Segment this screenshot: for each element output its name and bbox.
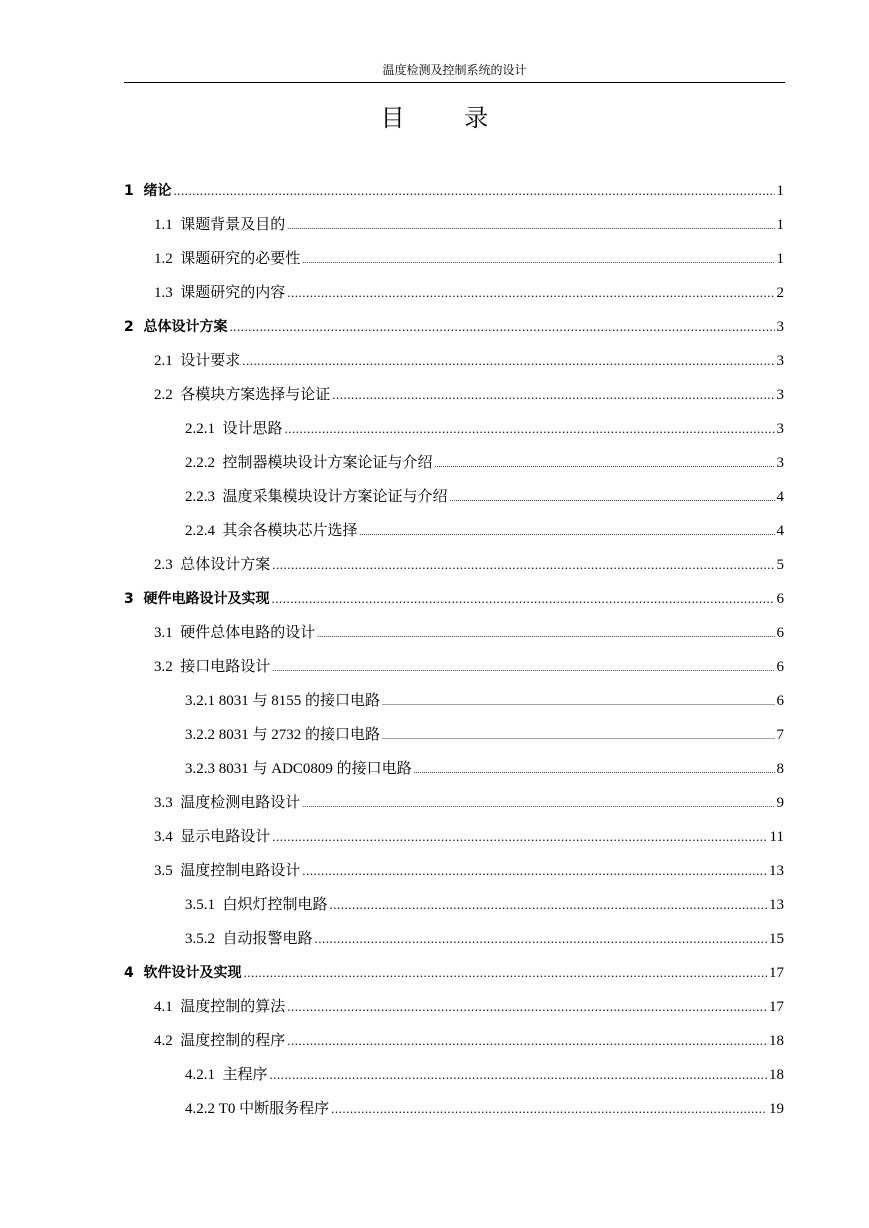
toc-entry-title [185,924,313,954]
toc-page-number: 15 [769,931,784,947]
toc-entry[interactable] [124,346,784,380]
toc-page-number: 3 [776,421,784,437]
toc-entry-number: 3 [124,591,134,607]
toc-entry[interactable] [124,482,784,516]
toc-entry[interactable] [124,1094,784,1128]
toc-entry-number: 2.1 [154,353,173,369]
toc-entry-label: 总体设计方案 [143,319,228,335]
toc-entry-number: 2.2.1 [185,421,215,437]
toc-page-number: 9 [776,795,784,811]
toc-entry-title [185,890,328,920]
toc-entry-number: 1.2 [154,251,173,267]
toc-entry[interactable] [124,516,784,550]
toc-entry-title [154,346,240,376]
toc-page-number: 4 [776,489,784,505]
toc-page-number: 13 [769,897,784,913]
toc-entry-number: 3.5 [154,863,173,879]
toc-entry-label: 8031 与 2732 的接口电路 [218,727,381,743]
dot-leader [435,450,775,480]
dot-leader [450,484,775,514]
toc-entry-label: 课题研究的必要性 [180,251,301,267]
toc-entry[interactable] [124,992,784,1026]
toc-entry-label: 课题研究的内容 [180,285,286,301]
toc-page-number: 19 [769,1101,784,1117]
table-of-contents [124,176,784,1128]
toc-page-number: 17 [769,999,784,1015]
dot-leader [272,584,775,614]
toc-entry[interactable] [124,312,784,346]
toc-entry-title [154,550,270,580]
toc-page-number: 17 [769,965,784,981]
toc-entry-number: 3.5.1 [185,897,215,913]
toc-entry-number: 1.1 [154,217,173,233]
toc-entry-number: 2.2.2 [185,455,215,471]
toc-entry-title [185,754,412,784]
toc-entry-number: 1.3 [154,285,173,301]
toc-entry-label: 总体设计方案 [180,557,271,573]
toc-entry-label: 设计思路 [222,421,283,437]
toc-entry-number: 3.2.1 [185,693,215,709]
toc-entry-label: 白炽灯控制电路 [222,897,328,913]
toc-entry-title [124,584,270,614]
toc-page-number: 6 [776,659,784,675]
toc-entry-title [154,822,270,852]
dot-leader [230,312,775,342]
toc-page-number: 3 [776,353,784,369]
toc-page-number: 1 [776,251,784,267]
toc-entry[interactable] [124,448,784,482]
dot-leader [287,992,767,1022]
toc-entry-title [185,1060,268,1090]
toc-entry[interactable] [124,958,784,992]
toc-entry-number: 3.5.2 [185,931,215,947]
toc-entry-title [185,720,380,750]
toc-entry-label: 接口电路设计 [180,659,271,675]
toc-entry-number: 4 [124,965,134,981]
toc-entry[interactable] [124,380,784,414]
toc-entry[interactable] [124,414,784,448]
running-header [124,60,785,83]
toc-entry-number: 4.1 [154,999,173,1015]
toc-entry-title [185,1094,329,1124]
toc-entry-title [154,652,270,682]
toc-entry[interactable] [124,822,784,856]
toc-page-number: 18 [769,1033,784,1049]
toc-entry-label: 温度检测电路设计 [180,795,301,811]
toc-entry-title [154,788,300,818]
toc-entry-label: 软件设计及实现 [143,965,242,981]
toc-entry-number: 4.2.2 [185,1101,215,1117]
toc-page-number: 2 [776,285,784,301]
page-title: 目 录 [380,104,515,132]
toc-page-number: 6 [776,591,784,607]
toc-entry-title [185,448,433,478]
toc-entry-label: 各模块方案选择与论证 [180,387,331,403]
toc-entry-title [154,278,285,308]
toc-page-number: 5 [776,557,784,573]
toc-entry-label: 设计要求 [180,353,241,369]
dot-leader [302,856,767,886]
toc-page-number: 3 [776,319,784,335]
toc-entry[interactable] [124,686,784,720]
toc-entry-label: T0 中断服务程序 [218,1101,330,1117]
toc-entry-number: 2.2.4 [185,523,215,539]
toc-entry[interactable] [124,278,784,312]
dot-leader [315,924,767,954]
toc-entry[interactable] [124,550,784,584]
toc-page-number: 6 [776,625,784,641]
toc-entry-number: 2.3 [154,557,173,573]
toc-entry-number: 3.2 [154,659,173,675]
toc-entry-title [124,176,172,206]
toc-entry-number: 1 [124,183,134,199]
toc-entry-label: 课题背景及目的 [180,217,286,233]
toc-entry-title [154,210,285,240]
toc-entry[interactable] [124,754,784,788]
dot-leader [242,346,774,376]
toc-page-number: 7 [776,727,784,743]
dot-leader [287,212,774,242]
toc-entry-label: 温度控制的算法 [180,999,286,1015]
toc-entry[interactable] [124,1026,784,1060]
toc-entry[interactable] [124,720,784,754]
toc-entry-label: 主程序 [222,1067,268,1083]
toc-page-number: 3 [776,387,784,403]
toc-entry-label: 显示电路设计 [180,829,271,845]
toc-entry-label: 硬件总体电路的设计 [180,625,316,641]
toc-entry-number: 3.3 [154,795,173,811]
toc-entry-number: 4.2 [154,1033,173,1049]
dot-leader [272,550,774,580]
toc-entry-label: 绪论 [143,183,172,199]
dot-leader [330,890,767,920]
dot-leader [382,722,774,752]
toc-entry-title [154,244,300,274]
toc-entry-title [154,380,330,410]
toc-entry-title [185,686,380,716]
toc-entry[interactable] [124,1060,784,1094]
toc-entry-title [154,856,300,886]
dot-leader [414,756,775,786]
toc-entry-title [185,482,448,512]
toc-entry[interactable] [124,244,784,278]
toc-page-number: 6 [776,693,784,709]
toc-entry-label: 其余各模块芯片选择 [222,523,358,539]
toc-entry-number: 3.4 [154,829,173,845]
toc-entry-number: 2.2.3 [185,489,215,505]
toc-entry-number: 4.2.1 [185,1067,215,1083]
dot-leader [285,414,775,444]
dot-leader [332,380,774,410]
toc-entry-label: 硬件电路设计及实现 [143,591,270,607]
dot-leader [244,958,768,988]
toc-page-number: 11 [769,829,784,845]
toc-entry-label: 温度控制电路设计 [180,863,301,879]
toc-page-number: 1 [776,183,784,199]
toc-entry[interactable] [124,924,784,958]
toc-page-number: 18 [769,1067,784,1083]
dot-leader [360,518,775,548]
dot-leader [302,790,774,820]
toc-entry[interactable] [124,210,784,244]
toc-entry[interactable] [124,652,784,686]
dot-leader [302,246,774,276]
toc-entry[interactable] [124,788,784,822]
dot-leader [382,688,774,718]
dot-leader [287,1026,767,1056]
toc-entry-number: 3.2.3 [185,761,215,777]
toc-page-number: 13 [769,863,784,879]
toc-entry-title [154,618,315,648]
toc-entry-title [185,414,283,444]
toc-entry-label: 温度控制的程序 [180,1033,286,1049]
toc-entry-number: 2 [124,319,134,335]
toc-entry[interactable] [124,856,784,890]
dot-leader [272,654,774,684]
toc-entry[interactable] [124,176,784,210]
toc-entry-label: 8031 与 8155 的接口电路 [218,693,381,709]
toc-entry-title [124,958,242,988]
toc-entry[interactable] [124,618,784,652]
toc-page-number: 8 [776,761,784,777]
dot-leader [331,1094,767,1124]
dot-leader [270,1060,767,1090]
toc-entry[interactable] [124,890,784,924]
toc-entry-label: 自动报警电路 [222,931,313,947]
dot-leader [174,176,775,206]
toc-entry-label: 温度采集模块设计方案论证与介绍 [222,489,448,505]
dot-leader [317,620,774,650]
toc-entry-label: 8031 与 ADC0809 的接口电路 [218,761,412,777]
toc-entry-title [154,1026,285,1056]
dot-leader [287,278,774,308]
toc-entry[interactable] [124,584,784,618]
toc-page-number: 4 [776,523,784,539]
toc-page-number: 1 [776,217,784,233]
toc-entry-number: 3.1 [154,625,173,641]
toc-page-number: 3 [776,455,784,471]
toc-entry-title [124,312,228,342]
dot-leader [272,822,767,852]
toc-entry-number: 2.2 [154,387,173,403]
toc-entry-title [185,516,358,546]
toc-entry-number: 3.2.2 [185,727,215,743]
toc-entry-title [154,992,285,1022]
toc-entry-label: 控制器模块设计方案论证与介绍 [222,455,433,471]
running-title: 温度检测及控制系统的设计 [382,63,527,77]
